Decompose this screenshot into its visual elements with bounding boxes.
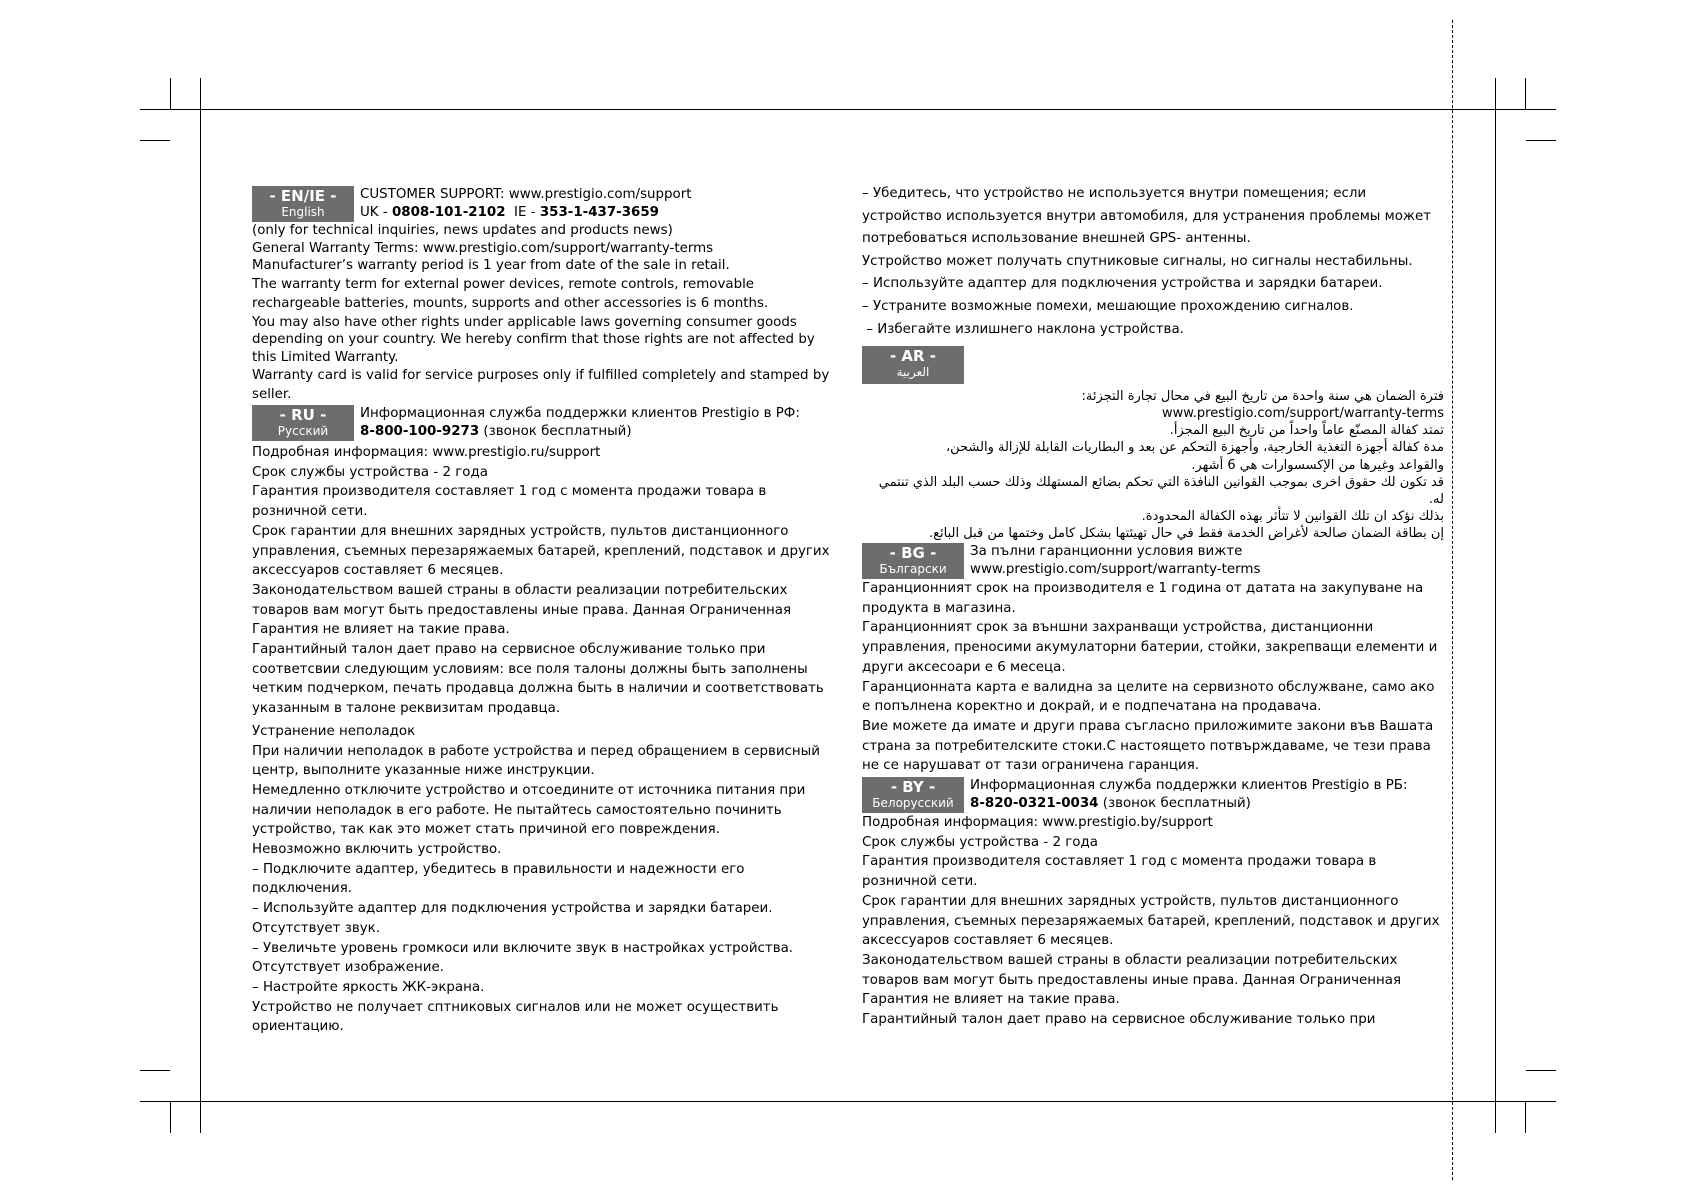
ru-paragraph: Срок гарантии для внешних зарядных устройств, пультов дистанционного управления, съемных перезаряжаемых батарей, креплений, подставок и других аксессуаров составляет 6 месяцев. bbox=[252, 523, 830, 579]
left-column bbox=[252, 186, 838, 1037]
ru-paragraph: Устройство не получает сптниковых сигналов или не может осуществить ориентацию. bbox=[252, 999, 779, 1035]
ru-support-line: Информационная служба поддержки клиентов Prestigio в РФ: bbox=[360, 406, 800, 421]
ru-paragraph: – Устраните возможные помехи, мешающие прохождению сигналов. bbox=[862, 298, 1354, 314]
en-paragraph: General Warranty Terms: www.prestigio.com/support/warranty-terms bbox=[252, 240, 714, 256]
left-trim-line bbox=[200, 110, 201, 1101]
en-paragraph: You may also have other rights under applicable laws governing consumer goods depending on your country. We hereby confirm that those rights are not affected by this Limited Warranty. bbox=[252, 314, 815, 365]
ru-language-badge bbox=[252, 405, 354, 441]
bg-header-line: За пълни гаранционни условия вижте bbox=[970, 544, 1243, 559]
en-paragraph: The warranty term for external power devices, remote controls, removable rechargeable batteries, mounts, supports and other accessories is 6 months. bbox=[252, 276, 769, 311]
ru-paragraph: Срок службы устройства - 2 года bbox=[252, 464, 488, 480]
ru-paragraph: – Используйте адаптер для подключения устройства и зарядки батареи. bbox=[862, 276, 1383, 292]
bottom-trim-line bbox=[140, 1101, 1556, 1102]
badge-language: Белорусский bbox=[872, 796, 954, 811]
bg-paragraph: Вие можете да имате и други права съгласно приложимите закони във Вашата страна за потребителските стоки.С настоящето потвърждаваме, че тези права не се нарушават от тази ограничена гаранция. bbox=[862, 718, 1434, 774]
ar-paragraph: www.prestigio.com/support/warranty-terms bbox=[1162, 406, 1444, 422]
crop-mark bbox=[170, 78, 171, 110]
ar-body bbox=[862, 386, 1444, 542]
by-body bbox=[862, 813, 1444, 1030]
troubleshooting-heading: Устранение неполадок bbox=[252, 723, 416, 739]
crop-mark bbox=[1495, 1101, 1496, 1133]
bg-paragraph: Гаранционният срок за външни захранващи устройства, дистанционни управления, преносими акумулаторни батерии, стойки, закрепващи елементи и други аксесоари е 6 месеца. bbox=[862, 620, 1438, 675]
bg-header-url: www.prestigio.com/support/warranty-terms bbox=[970, 562, 1261, 577]
ru-phone-line: 8-800-100-9273 (звонок бесплатный) bbox=[360, 423, 632, 439]
crop-mark bbox=[200, 1101, 201, 1133]
ru-paragraph: Отсутствует звук. bbox=[252, 920, 380, 936]
by-support-line: Информационная служба поддержки клиентов Prestigio в РБ: bbox=[970, 778, 1408, 794]
ar-paragraph: بذلك نؤكد ان تلك القوانين لا تتأثر بهذه الكفالة المحدودة. bbox=[1141, 508, 1444, 524]
ar-paragraph: والقواعد وغيرها من الإكسسوارات هي 6 أشهر. bbox=[1191, 457, 1444, 473]
badge-language: English bbox=[281, 205, 325, 219]
ru-paragraph: Немедленно отключите устройство и отсоедините от источника питания при наличии неполадок в его работе. Не пытайтесь самостоятельно починить устройство, так как это может стать причиной его повреждения. bbox=[252, 782, 806, 838]
by-paragraph: Гарантия производителя составляет 1 год с момента продажи товара в розничной сети. bbox=[862, 854, 1377, 890]
crop-mark bbox=[140, 1070, 170, 1071]
ru-paragraph: – Используйте адаптер для подключения устройства и зарядки батареи. bbox=[252, 901, 773, 917]
by-language-badge bbox=[862, 777, 964, 813]
ru-body bbox=[252, 443, 838, 1037]
right-trim-line bbox=[1495, 110, 1496, 1101]
crop-mark bbox=[1525, 1101, 1526, 1133]
fold-line bbox=[1452, 20, 1453, 1180]
by-section-header bbox=[862, 777, 1444, 813]
ar-language-badge bbox=[862, 346, 964, 384]
by-phone: 8-820-0321-0034 bbox=[970, 796, 1099, 812]
badge-code: - BY - bbox=[890, 778, 936, 797]
en-paragraph: (only for technical inquiries, news updates and products news) bbox=[252, 223, 673, 238]
en-body bbox=[252, 222, 838, 404]
crop-mark bbox=[170, 1101, 171, 1133]
badge-language: Русский bbox=[277, 424, 329, 438]
crop-mark bbox=[200, 78, 201, 110]
by-paragraph: Срок службы устройства - 2 года bbox=[862, 834, 1098, 850]
ru-paragraph: Невозможно включить устройство. bbox=[252, 842, 502, 858]
by-paragraph: Гарантийный талон дает право на сервисное обслуживание только при bbox=[862, 1012, 1376, 1028]
crop-mark bbox=[1495, 78, 1496, 110]
ru-paragraph: При наличии неполадок в работе устройства и перед обращением в сервисный центр, выполните указанные ниже инструкции. bbox=[252, 743, 820, 779]
bg-section-header bbox=[862, 543, 1444, 579]
right-column bbox=[862, 183, 1444, 1030]
badge-language: العربية bbox=[896, 365, 930, 380]
ru-paragraph: – Подключите адаптер, убедитесь в правильности и надежности его подключения. bbox=[252, 861, 745, 897]
badge-code: - AR - bbox=[889, 347, 937, 366]
top-trim-line bbox=[140, 109, 1556, 110]
en-section-header bbox=[252, 186, 838, 222]
en-phones: UK - 0808-101-2102 IE - 353-1-437-3659 bbox=[360, 204, 659, 220]
ru-paragraph: Подробная информация: www.prestigio.ru/support bbox=[252, 445, 601, 460]
ar-paragraph: قد تكون لك حقوق اخرى بموجب القوانين النافذة التي تحكم بضائع المستهلك وذلك حسب البلد الذي تنتمي له. bbox=[878, 474, 1444, 507]
by-phone-line: 8-820-0321-0034 (звонок бесплатный) bbox=[970, 796, 1251, 812]
ar-paragraph: مدة كفالة أجهزة التغذية الخارجية، وأجهزة التحكم عن بعد و البطاريات القابلة للإزالة والشحن، bbox=[945, 440, 1444, 456]
ru-paragraph: – Настройте яркость ЖК-экрана. bbox=[252, 979, 485, 995]
ru-paragraph: – Увеличьте уровень громкоси или включите звук в настройках устройства. bbox=[252, 940, 794, 956]
bg-body bbox=[862, 579, 1444, 776]
badge-language: Български bbox=[879, 562, 947, 576]
ar-section-header bbox=[862, 346, 1444, 384]
ru-section-header bbox=[252, 405, 838, 441]
by-paragraph: Срок гарантии для внешних зарядных устройств, пультов дистанционного управления, съемных перезаряжаемых батарей, креплений, подставок и других аксессуаров составляет 6 месяцев. bbox=[862, 893, 1440, 949]
ru-paragraph: Гарантийный талон дает право на сервисное обслуживание только при соответсвии следующим условиям: все поля талоны должны быть заполнены четким подчерком, печать продавца должна быть в наличии и соответствовать указанным в талоне реквизитам продавца. bbox=[252, 642, 824, 717]
crop-mark bbox=[1526, 140, 1556, 141]
bg-paragraph: Гаранционният срок на производителя е 1 година от датата на закупуване на продукта в магазина. bbox=[862, 581, 1424, 616]
uk-phone: 0808-101-2102 bbox=[391, 204, 506, 220]
en-paragraph: Warranty card is valid for service purposes only if fulfilled completely and stamped by seller. bbox=[252, 368, 830, 402]
crop-mark bbox=[1526, 1070, 1556, 1071]
ru-paragraph: Устройство может получать спутниковые сигналы, но сигналы нестабильны. bbox=[862, 253, 1413, 269]
badge-code: - BG - bbox=[889, 544, 937, 562]
ie-phone: 353-1-437-3659 bbox=[539, 204, 659, 220]
ar-paragraph: تمتد كفالة المصنّع عاماً واحداً من تاريخ البيع المجزأ. bbox=[1169, 423, 1444, 439]
bg-paragraph: Гаранционната карта е валидна за целите на сервизното обслужване, само ако е попълнена коректно и докрай, и е подпечатана на продавача. bbox=[862, 679, 1435, 715]
badge-code: - RU - bbox=[279, 406, 327, 424]
bg-language-badge bbox=[862, 543, 964, 579]
ru-continued bbox=[862, 183, 1444, 341]
en-language-badge bbox=[252, 186, 354, 222]
crop-mark bbox=[1525, 78, 1526, 110]
ru-paragraph: Законодательством вашей страны в области реализации потребительских товаров вам могут быть предоставлены иные права. Данная Ограниченная Гарантия не влияет на такие права. bbox=[252, 582, 792, 638]
en-support-line: CUSTOMER SUPPORT: www.prestigio.com/support bbox=[360, 187, 692, 202]
crop-mark bbox=[140, 140, 170, 141]
ru-paragraph: – Убедитесь, что устройство не используется внутри помещения; если устройство используется внутри автомобиля, для устранения проблемы может потребоваться использование внешней GPS- антенны. bbox=[862, 186, 1432, 247]
ru-paragraph: Отсутствует изображение. bbox=[252, 960, 444, 976]
en-paragraph: Manufacturer’s warranty period is 1 year from date of the sale in retail. bbox=[252, 258, 730, 273]
by-paragraph: Подробная информация: www.prestigio.by/support bbox=[862, 815, 1213, 831]
by-paragraph: Законодательством вашей страны в области реализации потребительских товаров вам могут быть предоставлены иные права. Данная Ограниченная Гарантия не влияет на такие права. bbox=[862, 952, 1402, 1008]
badge-code: - EN/IE - bbox=[269, 187, 337, 205]
ru-paragraph: Гарантия производителя составляет 1 год с момента продажи товара в розничной сети. bbox=[252, 484, 767, 520]
ru-paragraph: – Избегайте излишнего наклона устройства. bbox=[862, 321, 1184, 337]
ar-paragraph: فترة الضمان هي سنة واحدة من تاريخ البيع في محال تجارة التجزئة: bbox=[1081, 389, 1444, 405]
ar-paragraph: إن بطاقة الضمان صالحة لأغراض الخدمة فقط في حال تهيئتها بشكل كامل وختمها من قبل البائع. bbox=[928, 525, 1444, 541]
ru-phone: 8-800-100-9273 bbox=[360, 423, 480, 439]
